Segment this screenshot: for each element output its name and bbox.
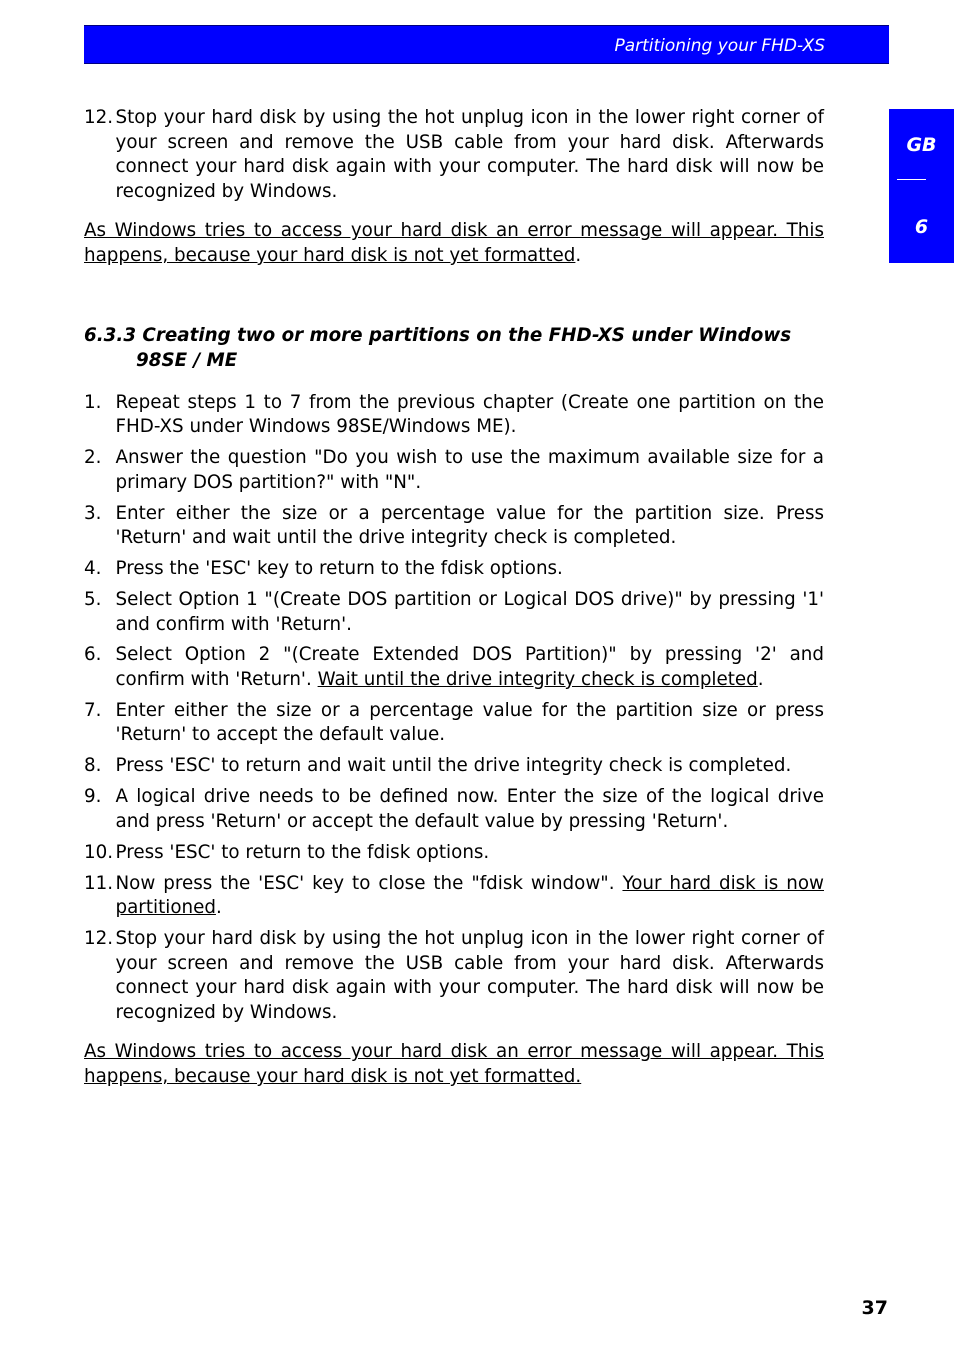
list-item-number: 12.	[84, 928, 114, 950]
list-item-text: Press 'ESC' to return to the fdisk options.	[115, 841, 490, 863]
list-item-text: Stop your hard disk by using the hot unplug icon in the lower right corner of your screen and remove the USB cable from your hard disk. Afterwards connect your hard disk again with your computer. The hard disk will now be recognized by Windows.	[115, 107, 824, 202]
list-item-text: Repeat steps 1 to 7 from the previous chapter (Create one partition on the FHD-XS under Windows 98SE/Windows ME).	[115, 391, 824, 438]
list-item	[84, 446, 824, 495]
list-item-text: Enter either the size or a percentage value for the partition size or press 'Return' to accept the default value.	[115, 699, 824, 746]
list-item-text: Select Option 2 "(Create Extended DOS Partition)" by pressing '2' and confirm with 'Return'.	[115, 644, 824, 690]
warning-note-underlined: As Windows tries to access your hard disk an error message will appear. This happens, because your hard disk is not yet formatted	[84, 220, 824, 266]
list-item	[84, 927, 824, 1025]
list-item-number: 11.	[84, 872, 114, 894]
list-item-tail: .	[215, 897, 222, 919]
list-item	[84, 557, 824, 582]
list-item-underlined: Wait until the drive integrity check is completed	[317, 668, 758, 690]
top-step-list	[84, 106, 824, 204]
list-item	[84, 502, 824, 551]
list-item-number: 10.	[84, 841, 114, 863]
list-item-text: Press the 'ESC' key to return to the fdisk options.	[115, 558, 563, 580]
list-item-underlined: Your hard disk is now partitioned	[115, 872, 824, 919]
list-item	[84, 391, 824, 440]
list-item-text: Answer the question "Do you wish to use the maximum available size for a primary DOS partition?" with "N".	[115, 447, 824, 493]
list-item-number: 1.	[84, 391, 102, 413]
list-item-text: Press 'ESC' to return and wait until the drive integrity check is completed.	[115, 755, 792, 777]
list-item-number: 12.	[84, 107, 114, 128]
chapter-side-tab	[889, 109, 954, 263]
list-item-number: 6.	[84, 644, 102, 666]
section-heading-line2: 98SE / ME	[136, 350, 238, 372]
list-item-text: Select Option 1 "(Create DOS partition or Logical DOS drive)" by pressing '1' and confirm with 'Return'.	[115, 588, 824, 635]
list-item-number: 7.	[84, 699, 102, 721]
header-title: Partitioning your FHD-XS	[614, 36, 825, 56]
header-bar	[84, 25, 889, 64]
list-item	[84, 588, 824, 637]
list-item-number: 9.	[84, 786, 102, 808]
list-item-number: 3.	[84, 502, 102, 524]
list-item-number: 8.	[84, 755, 102, 777]
page-number: 37	[861, 1297, 888, 1319]
warning-note	[84, 1040, 824, 1089]
list-item	[84, 699, 824, 748]
list-item-text: Stop your hard disk by using the hot unplug icon in the lower right corner of your screen and remove the USB cable from your hard disk. Afterwards connect your hard disk again with your computer. The hard disk will now be recognized by Windows.	[115, 928, 824, 1023]
side-tab-chapter: 6	[914, 216, 929, 238]
list-item-text: A logical drive needs to be defined now. Enter the size of the logical drive and press 'Return' or accept the default value by pressing 'Return'.	[115, 786, 824, 832]
list-item	[84, 785, 824, 834]
warning-note-tail: .	[575, 244, 582, 266]
side-tab-language: GB	[906, 134, 937, 156]
list-item-number: 5.	[84, 588, 102, 610]
list-item	[84, 841, 824, 866]
list-item	[84, 754, 824, 779]
warning-note	[84, 219, 824, 268]
list-item-tail: .	[757, 668, 764, 690]
step-list	[84, 391, 824, 1026]
list-item	[84, 643, 824, 692]
list-item	[84, 106, 824, 204]
list-item-number: 2.	[84, 447, 102, 469]
section-heading	[84, 323, 824, 374]
warning-note-underlined: As Windows tries to access your hard disk an error message will appear. This happens, because your hard disk is not yet formatted.	[84, 1041, 824, 1088]
side-tab-divider	[897, 179, 926, 180]
list-item	[84, 872, 824, 921]
list-item-number: 4.	[84, 558, 102, 580]
list-item-text: Enter either the size or a percentage value for the partition size. Press 'Return' and wait until the drive integrity check is completed.	[115, 502, 824, 549]
page-content	[84, 106, 824, 1090]
list-item-text: Now press the 'ESC' key to close the "fdisk window".	[115, 872, 623, 894]
section-heading-line1: 6.3.3 Creating two or more partitions on the FHD-XS under Windows	[84, 324, 792, 346]
